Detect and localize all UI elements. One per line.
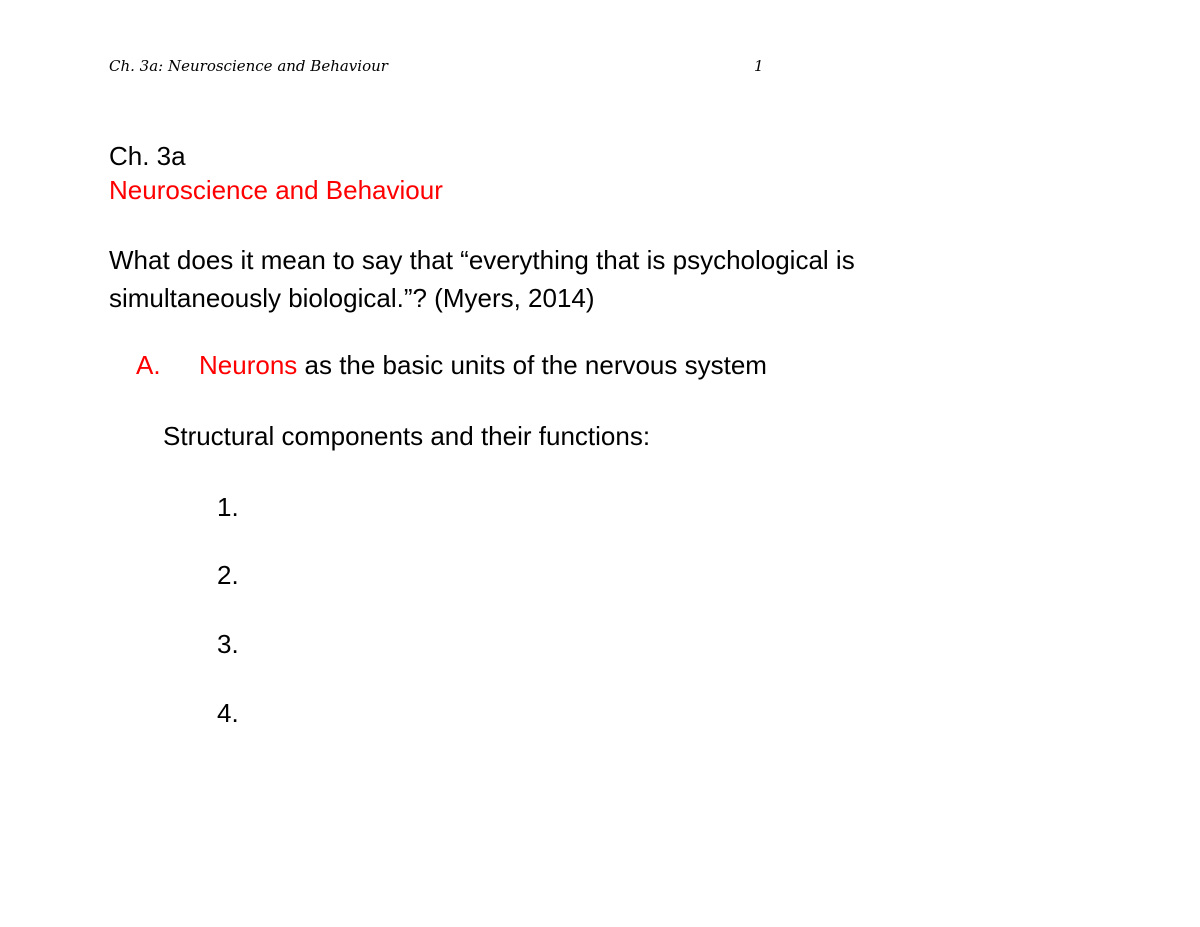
section-a-rest: as the basic units of the nervous system: [297, 350, 767, 380]
list-item: 4.: [217, 698, 239, 728]
chapter-title: Neuroscience and Behaviour: [109, 175, 443, 205]
list-item: 1.: [217, 492, 239, 522]
page-number: 1: [754, 57, 764, 75]
running-header-title: Ch. 3a: Neuroscience and Behaviour: [109, 57, 388, 75]
question-line-1: What does it mean to say that “everything that is psychological is: [109, 245, 855, 275]
list-item: 2.: [217, 560, 239, 590]
section-a-marker: A.: [136, 350, 161, 380]
section-a-keyword: Neurons: [199, 350, 298, 380]
structural-label: Structural components and their functions:: [163, 421, 651, 451]
question-line-2: simultaneously biological.”? (Myers, 2014): [109, 283, 595, 313]
list-item: 3.: [217, 629, 239, 659]
chapter-label: Ch. 3a: [109, 141, 186, 171]
section-a-heading: [199, 349, 767, 381]
